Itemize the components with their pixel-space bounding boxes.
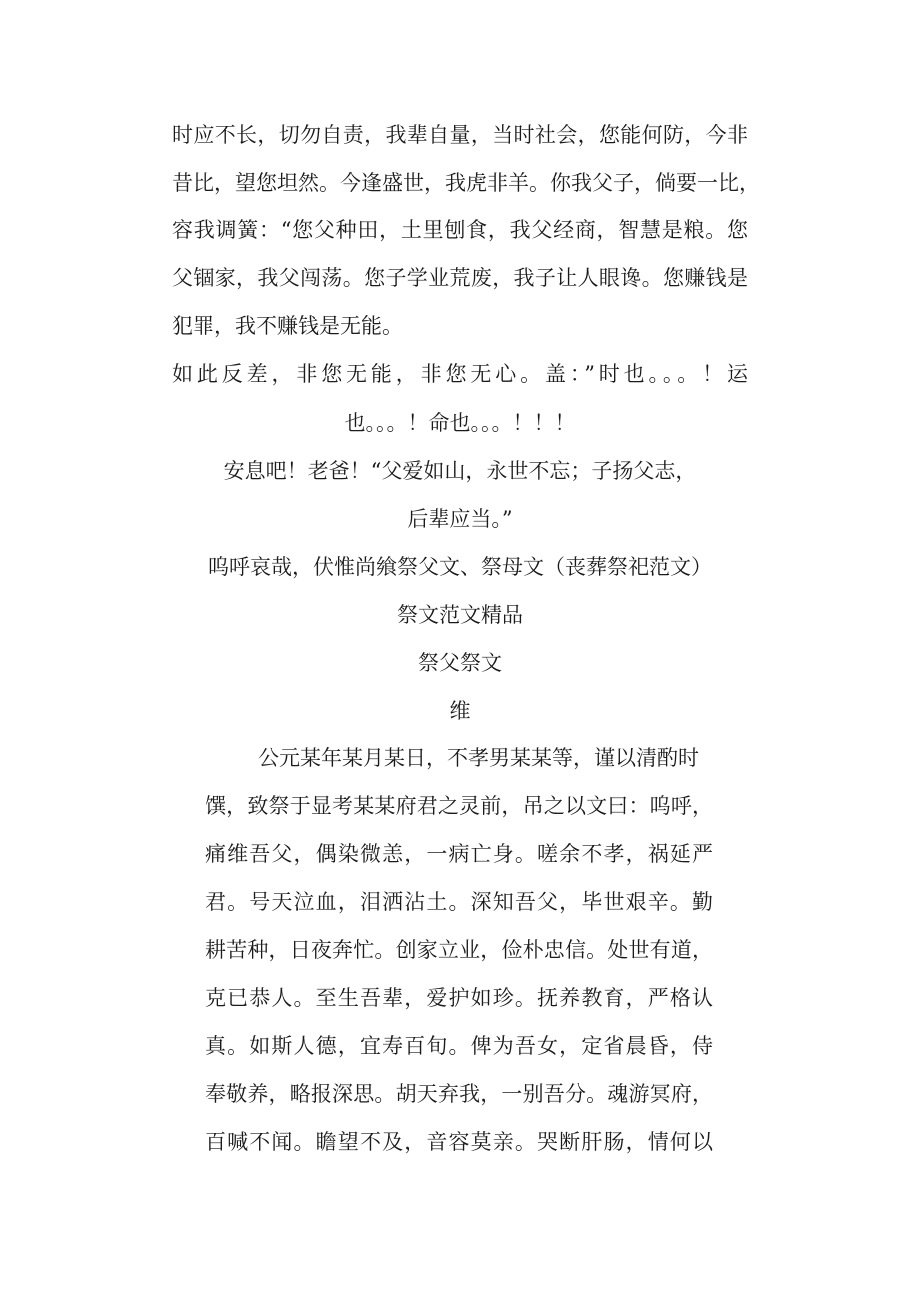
paragraph-line: 犯罪，我不赚钱是无能。 (172, 314, 403, 338)
paragraph-line: 父锢家，我父闯荡。您子学业荒废，我子让人眼谗。您赚钱是 (172, 266, 748, 290)
heading-wei: 维 (449, 699, 471, 723)
eulogy-line: 耕苦种，日夜奔忙。创家立业，俭朴忠信。处世有道， (205, 938, 713, 962)
centered-line: 呜呼哀哉，伏惟尚飨祭父文、祭母文（丧葬祭祀范文） (208, 555, 712, 579)
eulogy-line: 馔，致祭于显考某某府君之灵前，吊之以文曰：呜呼， (205, 794, 713, 818)
paragraph-line: 容我调簧：“您父种田，土里刨食，我父经商，智慧是粮。您 (172, 218, 748, 242)
section-subtitle: 祭父祭文 (418, 651, 502, 675)
centered-line: 也。。。！命也。。。！！！ (344, 411, 576, 435)
centered-line: 后辈应当。” (407, 507, 513, 531)
paragraph-line: 昔比，望您坦然。今逢盛世，我虎非羊。你我父子，倘要一比， (172, 171, 760, 195)
paragraph-line: 如此反差，非您无能，非您无心。盖：”时也。。。！运 (172, 362, 748, 386)
eulogy-line: 真。如斯人德，宜寿百旬。俾为吾女，定省晨昏，侍 (205, 1034, 713, 1058)
eulogy-line: 君。号天泣血，泪洒沾土。深知吾父，毕世艰辛。勤 (205, 890, 713, 914)
paragraph-line: 时应不长，切勿自责，我辈自量，当时社会，您能何防，今非 (172, 123, 748, 147)
centered-line: 安息吧！老爸！“父爱如山，永世不忘；子扬父志， (223, 459, 697, 483)
eulogy-line: 痛维吾父，偶染微恙，一病亡身。嗟余不孝，祸延严 (205, 842, 713, 866)
eulogy-first-line: 公元某年某月某日，不孝男某某等，谨以清酌时 (258, 746, 699, 770)
eulogy-line: 百喊不闻。瞻望不及，音容莫亲。哭断肝肠，情何以 (205, 1130, 713, 1154)
eulogy-line: 奉敬养，略报深思。胡天弃我，一别吾分。魂游冥府， (205, 1082, 713, 1106)
eulogy-line: 克已恭人。至生吾辈，爱护如珍。抚养教育，严格认 (205, 986, 713, 1010)
section-title: 祭文范文精品 (397, 603, 523, 627)
